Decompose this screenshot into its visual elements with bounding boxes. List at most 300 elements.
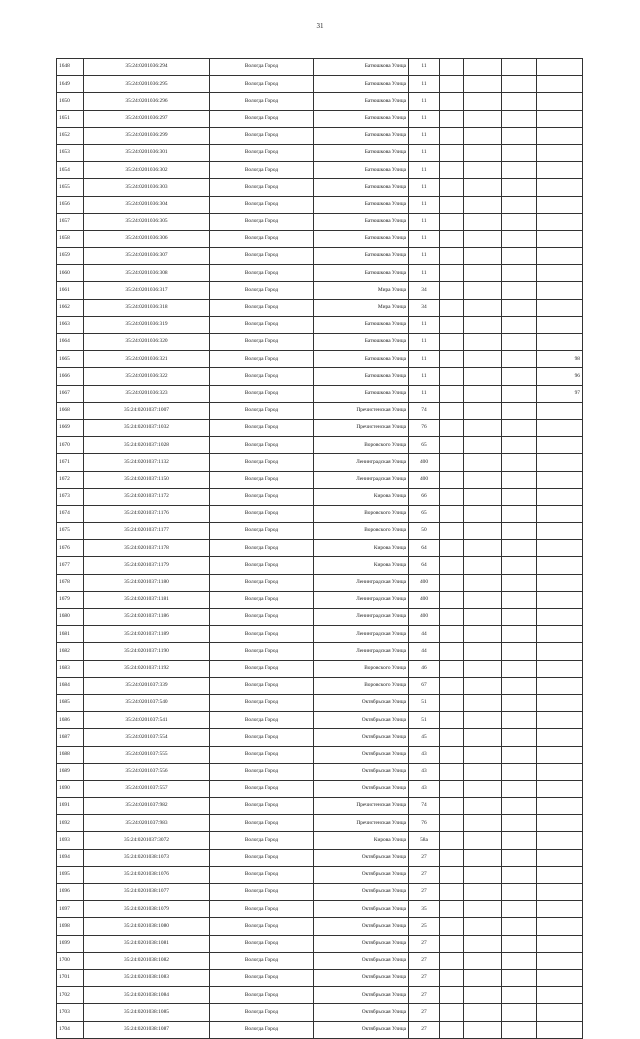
- table-row: [57, 1021, 583, 1038]
- city-cell: Вологда Город: [210, 402, 314, 419]
- apartment-cell: [537, 162, 583, 179]
- row-number-cell: 1701: [57, 969, 84, 986]
- apartment-cell: [537, 471, 583, 488]
- city-cell: Вологда Город: [210, 505, 314, 522]
- cadastral-number-cell: 35:24:0201037:1190: [84, 643, 210, 660]
- apartment-cell: [537, 299, 583, 316]
- empty-cell: [502, 162, 537, 179]
- house-number-cell: 11: [409, 248, 440, 265]
- city-cell: Вологда Город: [210, 935, 314, 952]
- row-number-cell: 1690: [57, 780, 84, 797]
- apartment-cell: [537, 282, 583, 299]
- apartment-cell: [537, 884, 583, 901]
- empty-cell: [440, 574, 464, 591]
- empty-cell: [440, 110, 464, 127]
- street-cell: Октябрьская Улица: [314, 712, 409, 729]
- empty-cell: [464, 540, 502, 557]
- house-number-cell: 11: [409, 213, 440, 230]
- apartment-cell: [537, 746, 583, 763]
- empty-cell: [502, 626, 537, 643]
- apartment-cell: [537, 505, 583, 522]
- city-cell: Вологда Город: [210, 334, 314, 351]
- city-cell: Вологда Город: [210, 626, 314, 643]
- table-row: [57, 76, 583, 93]
- empty-cell: [440, 265, 464, 282]
- empty-cell: [464, 93, 502, 110]
- table-row: [57, 196, 583, 213]
- row-number-cell: 1691: [57, 798, 84, 815]
- row-number-cell: 1703: [57, 1004, 84, 1021]
- row-number-cell: 1679: [57, 591, 84, 608]
- apartment-cell: [537, 918, 583, 935]
- cadastral-number-cell: 35:24:0201037:1176: [84, 505, 210, 522]
- city-cell: Вологда Город: [210, 265, 314, 282]
- street-cell: Октябрьская Улица: [314, 969, 409, 986]
- apartment-cell: [537, 935, 583, 952]
- empty-cell: [440, 815, 464, 832]
- table-row: [57, 419, 583, 436]
- row-number-cell: 1660: [57, 265, 84, 282]
- empty-cell: [464, 626, 502, 643]
- empty-cell: [440, 316, 464, 333]
- cadastral-number-cell: 35:24:0201036:307: [84, 248, 210, 265]
- apartment-cell: [537, 1021, 583, 1038]
- city-cell: Вологда Город: [210, 76, 314, 93]
- street-cell: Батюшкова Улица: [314, 316, 409, 333]
- city-cell: Вологда Город: [210, 437, 314, 454]
- empty-cell: [502, 265, 537, 282]
- row-number-cell: 1650: [57, 93, 84, 110]
- cadastral-number-cell: 35:24:0201037:1177: [84, 523, 210, 540]
- city-cell: Вологда Город: [210, 952, 314, 969]
- table-row: [57, 952, 583, 969]
- empty-cell: [440, 780, 464, 797]
- house-number-cell: 74: [409, 798, 440, 815]
- row-number-cell: 1684: [57, 677, 84, 694]
- row-number-cell: 1678: [57, 574, 84, 591]
- city-cell: Вологда Город: [210, 248, 314, 265]
- empty-cell: [440, 1004, 464, 1021]
- city-cell: Вологда Город: [210, 93, 314, 110]
- house-number-cell: 27: [409, 1021, 440, 1038]
- empty-cell: [440, 884, 464, 901]
- cadastral-number-cell: 35:24:0201038:1083: [84, 969, 210, 986]
- empty-cell: [502, 316, 537, 333]
- empty-cell: [464, 59, 502, 76]
- apartment-cell: [537, 591, 583, 608]
- street-cell: Октябрьская Улица: [314, 918, 409, 935]
- table-row: [57, 505, 583, 522]
- city-cell: Вологда Город: [210, 780, 314, 797]
- empty-cell: [440, 660, 464, 677]
- apartment-cell: [537, 660, 583, 677]
- empty-cell: [502, 780, 537, 797]
- apartment-cell: [537, 334, 583, 351]
- table-row: [57, 677, 583, 694]
- empty-cell: [502, 59, 537, 76]
- apartment-cell: [537, 780, 583, 797]
- row-number-cell: 1677: [57, 557, 84, 574]
- apartment-cell: [537, 437, 583, 454]
- row-number-cell: 1688: [57, 746, 84, 763]
- row-number-cell: 1649: [57, 76, 84, 93]
- street-cell: Октябрьская Улица: [314, 952, 409, 969]
- house-number-cell: 44: [409, 626, 440, 643]
- empty-cell: [440, 230, 464, 247]
- table-row: [57, 488, 583, 505]
- apartment-cell: [537, 265, 583, 282]
- city-cell: Вологда Город: [210, 798, 314, 815]
- empty-cell: [464, 179, 502, 196]
- empty-cell: [502, 488, 537, 505]
- empty-cell: [464, 901, 502, 918]
- row-number-cell: 1680: [57, 609, 84, 626]
- cadastral-number-cell: 35:24:0201037:3072: [84, 832, 210, 849]
- row-number-cell: 1651: [57, 110, 84, 127]
- cadastral-number-cell: 35:24:0201036:317: [84, 282, 210, 299]
- house-number-cell: 64: [409, 540, 440, 557]
- empty-cell: [502, 230, 537, 247]
- house-number-cell: 27: [409, 987, 440, 1004]
- empty-cell: [502, 402, 537, 419]
- street-cell: Октябрьская Улица: [314, 901, 409, 918]
- street-cell: Ленинградская Улица: [314, 591, 409, 608]
- empty-cell: [502, 643, 537, 660]
- empty-cell: [440, 1021, 464, 1038]
- cadastral-number-cell: 35:24:0201037:555: [84, 746, 210, 763]
- empty-cell: [440, 987, 464, 1004]
- cadastral-number-cell: 35:24:0201037:556: [84, 763, 210, 780]
- table-row: [57, 935, 583, 952]
- cadastral-number-cell: 35:24:0201037:554: [84, 729, 210, 746]
- apartment-cell: [537, 402, 583, 419]
- street-cell: Батюшкова Улица: [314, 385, 409, 402]
- row-number-cell: 1670: [57, 437, 84, 454]
- street-cell: Октябрьская Улица: [314, 694, 409, 711]
- apartment-cell: [537, 248, 583, 265]
- house-number-cell: 11: [409, 76, 440, 93]
- house-number-cell: 11: [409, 110, 440, 127]
- city-cell: Вологда Город: [210, 368, 314, 385]
- street-cell: Октябрьская Улица: [314, 884, 409, 901]
- row-number-cell: 1672: [57, 471, 84, 488]
- city-cell: Вологда Город: [210, 901, 314, 918]
- street-cell: Октябрьская Улица: [314, 866, 409, 883]
- row-number-cell: 1694: [57, 849, 84, 866]
- street-cell: Воровского Улица: [314, 677, 409, 694]
- table-row: [57, 1004, 583, 1021]
- empty-cell: [502, 299, 537, 316]
- empty-cell: [502, 437, 537, 454]
- table-row: [57, 230, 583, 247]
- street-cell: Октябрьская Улица: [314, 780, 409, 797]
- apartment-cell: [537, 213, 583, 230]
- house-number-cell: 11: [409, 59, 440, 76]
- empty-cell: [502, 454, 537, 471]
- empty-cell: [502, 196, 537, 213]
- street-cell: Батюшкова Улица: [314, 93, 409, 110]
- street-cell: Кирова Улица: [314, 540, 409, 557]
- street-cell: Воровского Улица: [314, 437, 409, 454]
- table-row: [57, 162, 583, 179]
- empty-cell: [502, 677, 537, 694]
- empty-cell: [464, 454, 502, 471]
- table-row: [57, 557, 583, 574]
- street-cell: Батюшкова Улица: [314, 162, 409, 179]
- apartment-cell: [537, 316, 583, 333]
- table-row: [57, 523, 583, 540]
- empty-cell: [440, 127, 464, 144]
- house-number-cell: 11: [409, 144, 440, 161]
- row-number-cell: 1659: [57, 248, 84, 265]
- empty-cell: [440, 93, 464, 110]
- table-row: [57, 815, 583, 832]
- table-row: [57, 660, 583, 677]
- row-number-cell: 1664: [57, 334, 84, 351]
- city-cell: Вологда Город: [210, 746, 314, 763]
- row-number-cell: 1648: [57, 59, 84, 76]
- cadastral-number-cell: 35:24:0201036:295: [84, 76, 210, 93]
- cadastral-number-cell: 35:24:0201036:294: [84, 59, 210, 76]
- street-cell: Батюшкова Улица: [314, 351, 409, 368]
- table-row: [57, 746, 583, 763]
- empty-cell: [464, 437, 502, 454]
- house-number-cell: 11: [409, 196, 440, 213]
- street-cell: Воровского Улица: [314, 505, 409, 522]
- cadastral-number-cell: 35:24:0201037:540: [84, 694, 210, 711]
- empty-cell: [502, 1004, 537, 1021]
- empty-cell: [440, 849, 464, 866]
- empty-cell: [502, 93, 537, 110]
- cadastral-number-cell: 35:24:0201037:1007: [84, 402, 210, 419]
- cadastral-number-cell: 35:24:0201037:541: [84, 712, 210, 729]
- house-number-cell: 64: [409, 557, 440, 574]
- city-cell: Вологда Город: [210, 419, 314, 436]
- street-cell: Кирова Улица: [314, 488, 409, 505]
- street-cell: Октябрьская Улица: [314, 849, 409, 866]
- empty-cell: [464, 299, 502, 316]
- street-cell: Пречистенская Улица: [314, 402, 409, 419]
- empty-cell: [502, 763, 537, 780]
- house-number-cell: 51: [409, 694, 440, 711]
- empty-cell: [440, 918, 464, 935]
- empty-cell: [464, 213, 502, 230]
- table-row: [57, 729, 583, 746]
- empty-cell: [464, 557, 502, 574]
- cadastral-number-cell: 35:24:0201036:303: [84, 179, 210, 196]
- empty-cell: [464, 918, 502, 935]
- table-row: [57, 694, 583, 711]
- empty-cell: [464, 334, 502, 351]
- empty-cell: [464, 591, 502, 608]
- city-cell: Вологда Город: [210, 574, 314, 591]
- empty-cell: [464, 763, 502, 780]
- apartment-cell: [537, 127, 583, 144]
- apartment-cell: [537, 677, 583, 694]
- cadastral-number-cell: 35:24:0201037:339: [84, 677, 210, 694]
- empty-cell: [440, 694, 464, 711]
- cadastral-number-cell: 35:24:0201037:982: [84, 798, 210, 815]
- house-number-cell: 27: [409, 849, 440, 866]
- empty-cell: [440, 540, 464, 557]
- table-row: [57, 213, 583, 230]
- empty-cell: [464, 1021, 502, 1038]
- table-row: [57, 832, 583, 849]
- city-cell: Вологда Город: [210, 282, 314, 299]
- empty-cell: [440, 798, 464, 815]
- empty-cell: [440, 334, 464, 351]
- house-number-cell: 11: [409, 265, 440, 282]
- street-cell: Пречистенская Улица: [314, 798, 409, 815]
- empty-cell: [464, 884, 502, 901]
- empty-cell: [464, 832, 502, 849]
- row-number-cell: 1655: [57, 179, 84, 196]
- table-body: [57, 59, 583, 1039]
- apartment-cell: 97: [537, 385, 583, 402]
- house-number-cell: 76: [409, 815, 440, 832]
- apartment-cell: [537, 454, 583, 471]
- cadastral-number-cell: 35:24:0201037:1172: [84, 488, 210, 505]
- street-cell: Кирова Улица: [314, 832, 409, 849]
- empty-cell: [464, 505, 502, 522]
- table-row: [57, 282, 583, 299]
- empty-cell: [464, 798, 502, 815]
- empty-cell: [440, 282, 464, 299]
- house-number-cell: 11: [409, 316, 440, 333]
- empty-cell: [464, 316, 502, 333]
- house-number-cell: 11: [409, 162, 440, 179]
- empty-cell: [502, 110, 537, 127]
- house-number-cell: 44: [409, 643, 440, 660]
- city-cell: Вологда Город: [210, 591, 314, 608]
- table-row: [57, 334, 583, 351]
- empty-cell: [464, 935, 502, 952]
- cadastral-number-cell: 35:24:0201037:1028: [84, 437, 210, 454]
- empty-cell: [464, 127, 502, 144]
- table-row: [57, 454, 583, 471]
- row-number-cell: 1668: [57, 402, 84, 419]
- city-cell: Вологда Город: [210, 832, 314, 849]
- house-number-cell: 66: [409, 488, 440, 505]
- apartment-cell: [537, 987, 583, 1004]
- empty-cell: [440, 935, 464, 952]
- cadastral-number-cell: 35:24:0201036:305: [84, 213, 210, 230]
- empty-cell: [440, 609, 464, 626]
- table-row: [57, 901, 583, 918]
- empty-cell: [502, 419, 537, 436]
- row-number-cell: 1683: [57, 660, 84, 677]
- empty-cell: [440, 901, 464, 918]
- empty-cell: [440, 763, 464, 780]
- row-number-cell: 1667: [57, 385, 84, 402]
- empty-cell: [440, 248, 464, 265]
- cadastral-number-cell: 35:24:0201038:1077: [84, 884, 210, 901]
- house-number-cell: 400: [409, 454, 440, 471]
- empty-cell: [440, 351, 464, 368]
- empty-cell: [440, 866, 464, 883]
- apartment-cell: 96: [537, 368, 583, 385]
- empty-cell: [464, 609, 502, 626]
- apartment-cell: [537, 694, 583, 711]
- empty-cell: [502, 213, 537, 230]
- city-cell: Вологда Город: [210, 162, 314, 179]
- city-cell: Вологда Город: [210, 110, 314, 127]
- empty-cell: [440, 196, 464, 213]
- row-number-cell: 1671: [57, 454, 84, 471]
- city-cell: Вологда Город: [210, 987, 314, 1004]
- empty-cell: [440, 471, 464, 488]
- cadastral-number-cell: 35:24:0201038:1079: [84, 901, 210, 918]
- table-row: [57, 918, 583, 935]
- cadastral-number-cell: 35:24:0201038:1081: [84, 935, 210, 952]
- city-cell: Вологда Город: [210, 866, 314, 883]
- empty-cell: [502, 557, 537, 574]
- empty-cell: [464, 248, 502, 265]
- street-cell: Батюшкова Улица: [314, 368, 409, 385]
- city-cell: Вологда Город: [210, 230, 314, 247]
- empty-cell: [440, 437, 464, 454]
- cadastral-number-cell: 35:24:0201036:318: [84, 299, 210, 316]
- city-cell: Вологда Город: [210, 127, 314, 144]
- apartment-cell: [537, 488, 583, 505]
- cadastral-number-cell: 35:24:0201037:1189: [84, 626, 210, 643]
- property-register-table: [56, 58, 583, 1039]
- cadastral-number-cell: 35:24:0201036:297: [84, 110, 210, 127]
- street-cell: Батюшкова Улица: [314, 110, 409, 127]
- city-cell: Вологда Город: [210, 815, 314, 832]
- street-cell: Мира Улица: [314, 299, 409, 316]
- empty-cell: [440, 454, 464, 471]
- city-cell: Вологда Город: [210, 609, 314, 626]
- cadastral-number-cell: 35:24:0201036:323: [84, 385, 210, 402]
- row-number-cell: 1685: [57, 694, 84, 711]
- table-row: [57, 110, 583, 127]
- table-row: [57, 179, 583, 196]
- apartment-cell: [537, 1004, 583, 1021]
- table-row: [57, 127, 583, 144]
- house-number-cell: 27: [409, 969, 440, 986]
- empty-cell: [502, 144, 537, 161]
- apartment-cell: [537, 901, 583, 918]
- empty-cell: [502, 866, 537, 883]
- table-row: [57, 609, 583, 626]
- house-number-cell: 43: [409, 763, 440, 780]
- city-cell: Вологда Город: [210, 969, 314, 986]
- cadastral-number-cell: 35:24:0201036:308: [84, 265, 210, 282]
- empty-cell: [502, 815, 537, 832]
- empty-cell: [502, 368, 537, 385]
- row-number-cell: 1702: [57, 987, 84, 1004]
- empty-cell: [464, 815, 502, 832]
- house-number-cell: 51: [409, 712, 440, 729]
- street-cell: Батюшкова Улица: [314, 127, 409, 144]
- empty-cell: [440, 299, 464, 316]
- row-number-cell: 1692: [57, 815, 84, 832]
- city-cell: Вологда Город: [210, 660, 314, 677]
- house-number-cell: 27: [409, 935, 440, 952]
- empty-cell: [464, 849, 502, 866]
- street-cell: Воровского Улица: [314, 660, 409, 677]
- house-number-cell: 27: [409, 884, 440, 901]
- empty-cell: [502, 935, 537, 952]
- empty-cell: [502, 127, 537, 144]
- cadastral-number-cell: 35:24:0201037:1150: [84, 471, 210, 488]
- empty-cell: [464, 402, 502, 419]
- street-cell: Батюшкова Улица: [314, 76, 409, 93]
- empty-cell: [502, 884, 537, 901]
- apartment-cell: 98: [537, 351, 583, 368]
- empty-cell: [440, 557, 464, 574]
